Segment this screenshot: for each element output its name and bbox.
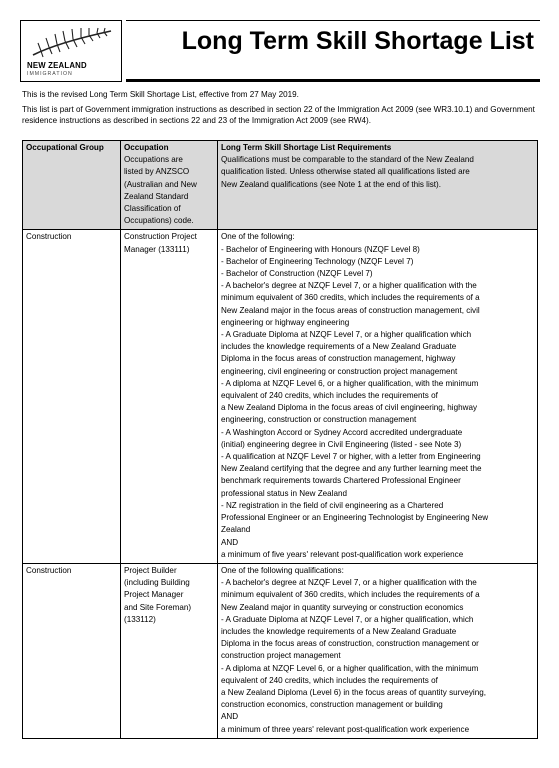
header-occupation-line: Classification of bbox=[124, 204, 181, 214]
requirement-line: engineering, civil engineering or construction project management bbox=[221, 366, 458, 376]
requirement-line: AND bbox=[221, 712, 239, 722]
requirement-line: - NZ registration in the field of civil engineering as a Chartered bbox=[221, 500, 444, 510]
header-occupation bbox=[121, 141, 218, 230]
requirement-line: - A Washington Accord or Sydney Accord accredited undergraduate bbox=[221, 427, 463, 437]
requirement-line: One of the following qualifications: bbox=[221, 565, 344, 575]
header-occupational-group bbox=[23, 141, 121, 230]
requirement-line: includes the knowledge requirements of a New Zealand Graduate bbox=[221, 626, 457, 636]
header-occupation-line: Occupations are bbox=[124, 155, 183, 165]
requirement-line: - Bachelor of Engineering Technology (NZQF Level 7) bbox=[221, 256, 414, 266]
requirement-line: Professional Engineer or an Engineering Technologist by Engineering New bbox=[221, 513, 489, 523]
title-bar bbox=[126, 20, 540, 82]
logo-text: NEW ZEALAND bbox=[27, 61, 87, 70]
requirement-line: professional status in New Zealand bbox=[221, 488, 347, 498]
cell-occupational-group: Construction bbox=[23, 563, 121, 738]
page-title: Long Term Skill Shortage List bbox=[181, 27, 534, 55]
requirement-line: AND bbox=[221, 537, 239, 547]
occupation-line: (including Building bbox=[124, 578, 190, 588]
silver-fern-icon bbox=[29, 27, 115, 59]
requirement-line: - Bachelor of Construction (NZQF Level 7) bbox=[221, 269, 373, 279]
requirement-line: engineering or highway engineering bbox=[221, 317, 350, 327]
table-row bbox=[23, 230, 538, 563]
intro-paragraph-2: This list is part of Government immigration instructions as described in section 22 of the Immigration Act 2009 (see WR3.10.1) and Government residence instructions as described in sections 22 and 23 of the Immigration Act 2009 (see RW4). bbox=[22, 105, 535, 126]
requirement-line: - A Graduate Diploma at NZQF Level 7, or a higher qualification, which bbox=[221, 614, 474, 624]
requirement-line: a minimum of five years' relevant post-qualification work experience bbox=[221, 549, 464, 559]
requirement-line: New Zealand major in quantity surveying or construction economics bbox=[221, 602, 464, 612]
header-requirements bbox=[218, 141, 538, 230]
header-occupation-line: Occupations) code. bbox=[124, 216, 194, 226]
cell-requirements bbox=[218, 563, 538, 738]
shortage-list-table bbox=[22, 140, 538, 739]
header-requirements-line: New Zealand qualifications (see Note 1 at the end of this list). bbox=[221, 179, 441, 189]
logo-subtext: IMMIGRATION bbox=[27, 71, 73, 77]
header-occupation-line: listed by ANZSCO bbox=[124, 167, 190, 177]
occupation-line: Construction Project bbox=[124, 232, 197, 242]
header-group-title: Occupational Group bbox=[26, 143, 104, 152]
occupation-line: Manager (133111) bbox=[124, 244, 190, 254]
occupation-line: Project Manager bbox=[124, 590, 184, 600]
requirement-line: Diploma in the focus areas of construction management, highway bbox=[221, 354, 456, 364]
requirement-line: (initial) engineering degree in Civil Engineering (listed - see Note 3) bbox=[221, 439, 462, 449]
cell-requirements bbox=[218, 230, 538, 563]
requirement-line: construction economics, construction management or building bbox=[221, 700, 443, 710]
header-occupation-line: Zealand Standard bbox=[124, 191, 189, 201]
requirement-line: - A bachelor's degree at NZQF Level 7, or a higher qualification with the bbox=[221, 281, 477, 291]
requirement-line: - A diploma at NZQF Level 6, or a higher qualification, with the minimum bbox=[221, 663, 479, 673]
table-header-row bbox=[23, 141, 538, 230]
header-occupation-title: Occupation bbox=[124, 143, 169, 152]
intro-paragraph-1: This is the revised Long Term Skill Shortage List, effective from 27 May 2019. bbox=[22, 90, 299, 99]
cell-occupation bbox=[121, 230, 218, 563]
requirement-line: equivalent of 240 credits, which includes the requirements of bbox=[221, 675, 438, 685]
requirement-line: benchmark requirements towards Chartered Professional Engineer bbox=[221, 476, 461, 486]
cell-occupation bbox=[121, 563, 218, 738]
requirement-line: a minimum of three years' relevant post-qualification work experience bbox=[221, 724, 470, 734]
requirement-line: - A bachelor's degree at NZQF Level 7, or a higher qualification with the bbox=[221, 578, 477, 588]
requirement-line: a New Zealand Diploma (Level 6) in the focus areas of quantity surveying, bbox=[221, 687, 486, 697]
requirement-line: minimum equivalent of 360 credits, which includes the requirements of a bbox=[221, 590, 480, 600]
requirement-line: - A qualification at NZQF Level 7 or higher, with a letter from Engineering bbox=[221, 452, 481, 462]
header-requirements-line: Qualifications must be comparable to the standard of the New Zealand bbox=[221, 155, 474, 165]
header-requirements-title: Long Term Skill Shortage List Requirements bbox=[221, 143, 392, 152]
requirement-line: New Zealand certifying that the degree and any further learning meet the bbox=[221, 464, 482, 474]
requirement-line: - Bachelor of Engineering with Honours (NZQF Level 8) bbox=[221, 244, 420, 254]
occupation-line: Project Builder bbox=[124, 565, 177, 575]
occupation-line: and Site Foreman) bbox=[124, 602, 192, 612]
requirement-line: Zealand bbox=[221, 525, 251, 535]
requirement-line: construction project management bbox=[221, 651, 341, 661]
cell-occupational-group: Construction bbox=[23, 230, 121, 563]
requirement-line: One of the following: bbox=[221, 232, 295, 242]
occupation-line: (133112) bbox=[124, 614, 156, 624]
requirement-line: New Zealand major in the focus areas of construction management, civil bbox=[221, 305, 480, 315]
requirement-line: includes the knowledge requirements of a New Zealand Graduate bbox=[221, 342, 457, 352]
requirement-line: Diploma in the focus areas of construction, construction management or bbox=[221, 639, 479, 649]
nz-immigration-logo bbox=[20, 20, 122, 82]
requirement-line: - A diploma at NZQF Level 6, or a higher qualification, with the minimum bbox=[221, 378, 479, 388]
requirement-line: equivalent of 240 credits, which includes the requirements of bbox=[221, 391, 438, 401]
requirement-line: - A Graduate Diploma at NZQF Level 7, or a higher qualification which bbox=[221, 330, 472, 340]
requirement-line: minimum equivalent of 360 credits, which includes the requirements of a bbox=[221, 293, 480, 303]
requirement-line: engineering, construction or construction management bbox=[221, 415, 417, 425]
requirement-line: a New Zealand Diploma in the focus areas of civil engineering, highway bbox=[221, 403, 477, 413]
header-occupation-line: (Australian and New bbox=[124, 179, 197, 189]
table-row bbox=[23, 563, 538, 738]
header-requirements-line: qualification listed. Unless otherwise stated all qualifications listed are bbox=[221, 167, 470, 177]
